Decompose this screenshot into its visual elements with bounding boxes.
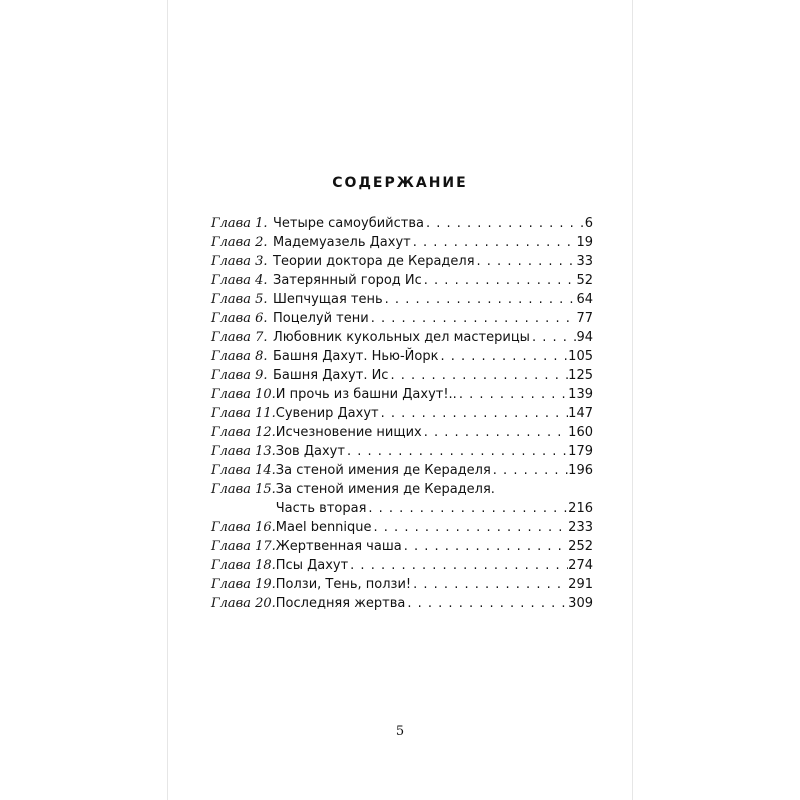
chapter-label: Глава 2. xyxy=(211,235,268,250)
table-of-contents xyxy=(211,214,593,613)
dot-leader xyxy=(345,442,568,461)
chapter-page: 196 xyxy=(568,463,593,478)
dot-leader xyxy=(348,556,568,575)
chapter-title: Теории доктора де Кераделя xyxy=(273,254,475,269)
chapter-page: 94 xyxy=(576,330,593,345)
chapter-page: 139 xyxy=(568,387,593,402)
chapter-label: Глава 14. xyxy=(211,463,276,478)
chapter-label: Глава 4. xyxy=(211,273,268,288)
dot-leader xyxy=(379,404,569,423)
toc-entry xyxy=(211,518,593,537)
dot-leader xyxy=(411,575,568,594)
dot-leader xyxy=(411,233,577,252)
chapter-label: Глава 1. xyxy=(211,216,268,231)
chapter-title: Псы Дахут xyxy=(275,558,349,573)
dot-leader xyxy=(369,309,577,328)
dot-leader xyxy=(388,366,568,385)
chapter-title: Башня Дахут. Нью-Йорк xyxy=(273,349,439,364)
chapter-title-continued: Часть вторая xyxy=(275,501,367,516)
dot-leader xyxy=(383,290,577,309)
chapter-label: Глава 12. xyxy=(211,425,276,440)
chapter-label: Глава 10. xyxy=(211,387,276,402)
chapter-title: Любовник кукольных дел мастерицы xyxy=(273,330,530,345)
dot-leader xyxy=(422,271,577,290)
toc-entry xyxy=(211,461,593,480)
chapter-title: Исчезновение нищих xyxy=(275,425,422,440)
chapter-label: Глава 11. xyxy=(211,406,276,421)
chapter-page: 147 xyxy=(568,406,593,421)
book-page xyxy=(168,0,632,800)
toc-entry xyxy=(211,252,593,271)
chapter-page: 125 xyxy=(568,368,593,383)
chapter-label: Глава 7. xyxy=(211,330,268,345)
chapter-page: 19 xyxy=(576,235,593,250)
chapter-title: Шепчущая тень xyxy=(273,292,383,307)
chapter-page: 64 xyxy=(576,292,593,307)
chapter-page: 309 xyxy=(568,596,593,611)
chapter-title: Последняя жертва xyxy=(275,596,406,611)
chapter-title: Ползи, Тень, ползи! xyxy=(275,577,412,592)
dot-leader xyxy=(491,461,568,480)
chapter-page: 252 xyxy=(568,539,593,554)
chapter-page: 216 xyxy=(568,501,593,516)
toc-entry xyxy=(211,309,593,328)
chapter-title: Сувенир Дахут xyxy=(275,406,379,421)
chapter-title: Затерянный город Ис xyxy=(273,273,422,288)
chapter-label: Глава 5. xyxy=(211,292,268,307)
chapter-page: 291 xyxy=(568,577,593,592)
chapter-page: 160 xyxy=(568,425,593,440)
chapter-title: Поцелуй тени xyxy=(273,311,369,326)
chapter-label: Глава 8. xyxy=(211,349,268,364)
dot-leader xyxy=(366,499,568,518)
chapter-label: Глава 13. xyxy=(211,444,276,459)
chapter-title: Мадемуазель Дахут xyxy=(273,235,411,250)
page-number: 5 xyxy=(395,724,405,739)
chapter-page: 77 xyxy=(576,311,593,326)
toc-entry xyxy=(211,328,593,347)
chapter-label: Глава 17. xyxy=(211,539,276,554)
chapter-page: 6 xyxy=(584,216,593,231)
dot-leader xyxy=(405,594,568,613)
chapter-title: За стеной имения де Кераделя. xyxy=(275,482,495,497)
chapter-label: Глава 16. xyxy=(211,520,276,535)
toc-entry xyxy=(211,575,593,594)
chapter-page: 33 xyxy=(576,254,593,269)
chapter-title: И прочь из башни Дахут!.. xyxy=(275,387,457,402)
dot-leader xyxy=(422,423,568,442)
dot-leader xyxy=(457,385,568,404)
chapter-page: 105 xyxy=(568,349,593,364)
dot-leader xyxy=(372,518,569,537)
toc-entry xyxy=(211,537,593,556)
chapter-label: Глава 3. xyxy=(211,254,268,269)
chapter-page: 274 xyxy=(568,558,593,573)
toc-entry xyxy=(211,290,593,309)
chapter-label: Глава 19. xyxy=(211,577,276,592)
chapter-title: Зов Дахут xyxy=(275,444,345,459)
chapter-title: Mael bennique xyxy=(275,520,372,535)
toc-entry xyxy=(211,442,593,461)
chapter-title: Башня Дахут. Ис xyxy=(273,368,389,383)
dot-leader xyxy=(475,252,577,271)
chapter-page: 179 xyxy=(568,444,593,459)
toc-entry xyxy=(211,233,593,252)
toc-entry xyxy=(211,385,593,404)
toc-entry xyxy=(211,271,593,290)
chapter-label: Глава 15. xyxy=(211,482,276,497)
chapter-label: Глава 6. xyxy=(211,311,268,326)
chapter-label: Глава 9. xyxy=(211,368,268,383)
toc-entry xyxy=(211,423,593,442)
dot-leader xyxy=(402,537,568,556)
dot-leader xyxy=(530,328,577,347)
toc-entry xyxy=(211,214,593,233)
toc-entry xyxy=(211,366,593,385)
chapter-page: 233 xyxy=(568,520,593,535)
toc-entry xyxy=(211,404,593,423)
toc-entry xyxy=(211,347,593,366)
dot-leader xyxy=(438,347,568,366)
toc-entry xyxy=(211,556,593,575)
dot-leader xyxy=(424,214,585,233)
toc-entry xyxy=(211,594,593,613)
toc-entry xyxy=(211,480,593,518)
chapter-title: Четыре самоубийства xyxy=(273,216,424,231)
chapter-title: За стеной имения де Кераделя xyxy=(275,463,491,478)
chapter-label: Глава 20. xyxy=(211,596,276,611)
chapter-page: 52 xyxy=(576,273,593,288)
chapter-title: Жертвенная чаша xyxy=(275,539,402,554)
page-title: СОДЕРЖАНИЕ xyxy=(332,175,468,191)
chapter-label: Глава 18. xyxy=(211,558,276,573)
